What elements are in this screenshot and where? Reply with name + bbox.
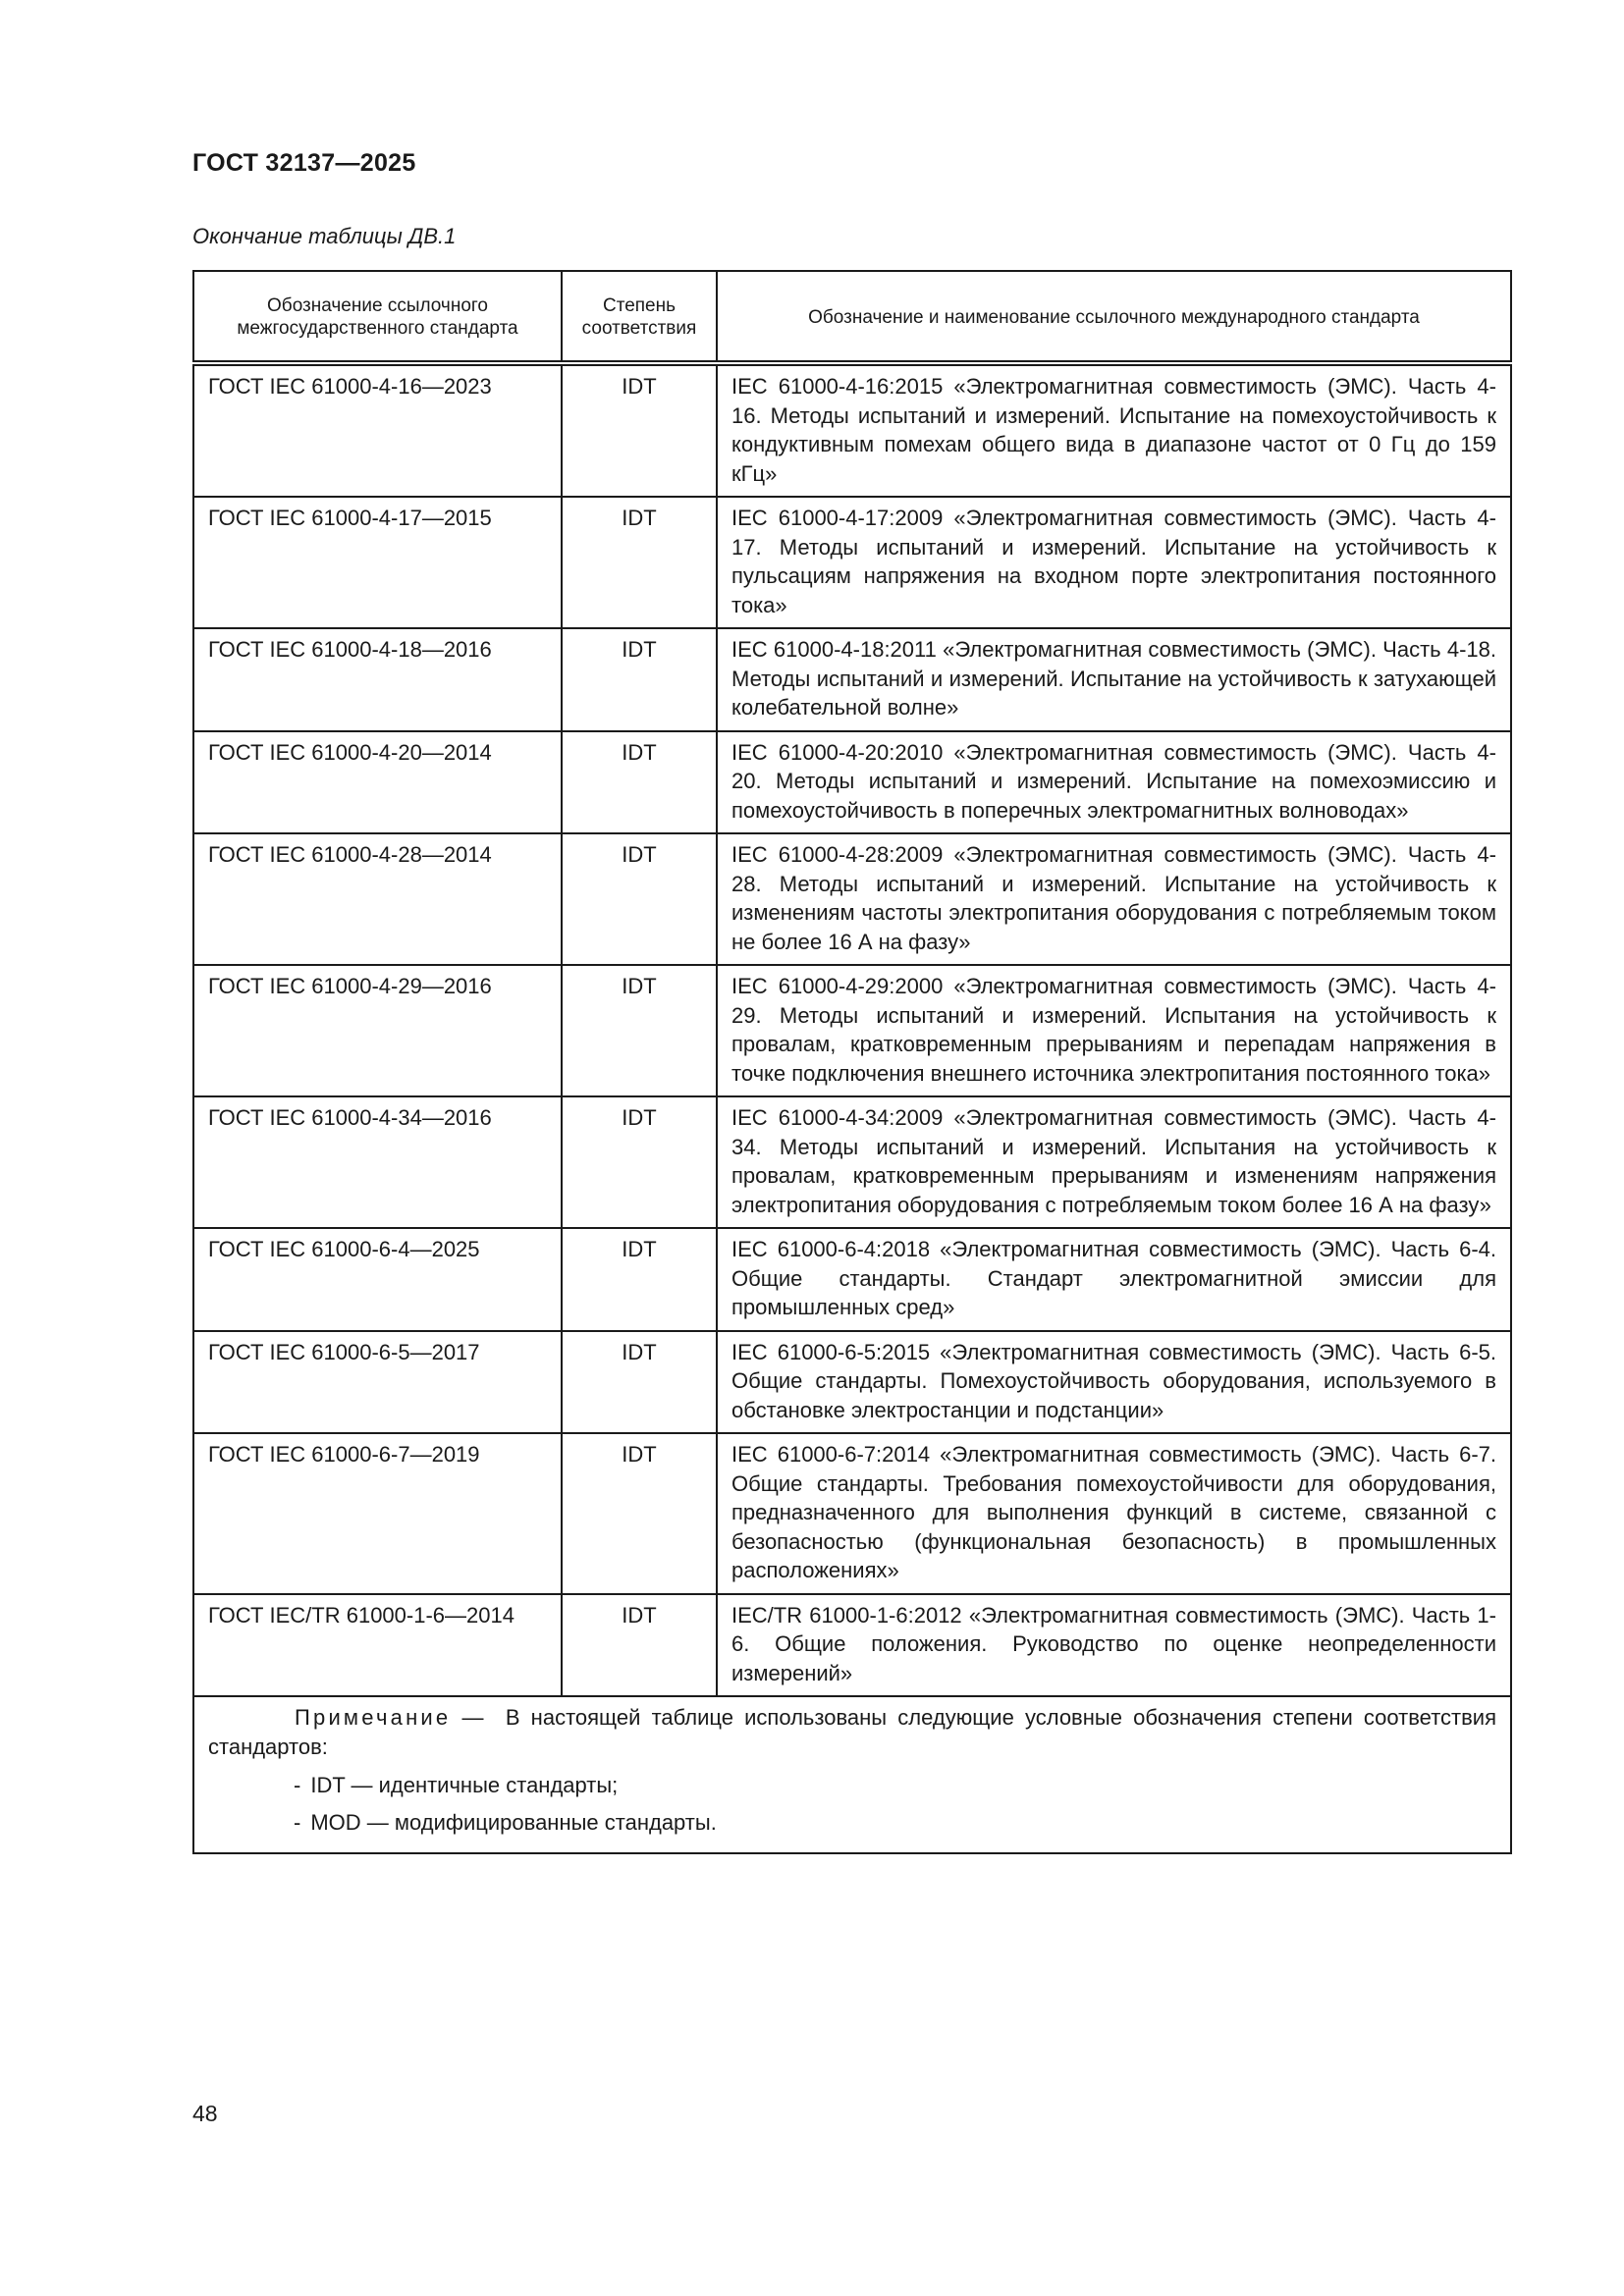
cell-international-standard: IEC 61000-6-5:2015 «Электромагнитная совместимость (ЭМС). Часть 6-5. Общие стандарты. Помехоустойчивость оборудования, используемого в обстановке электростанции и подстанции» [717,1331,1511,1434]
cell-gost-designation: ГОСТ IEC 61000-4-28—2014 [193,833,562,965]
cell-conformity-degree: IDT [562,1594,717,1697]
cell-gost-designation: ГОСТ IEC 61000-4-16—2023 [193,363,562,497]
note-text: В настоящей таблице использованы следующие условные обозначения степени соответствия стандартов: [208,1705,1496,1759]
standards-table [192,270,1512,1854]
cell-international-standard: IEC/TR 61000-1-6:2012 «Электромагнитная совместимость (ЭМС). Часть 1-6. Общие положения. Руководство по оценке неопределенности измерений» [717,1594,1511,1697]
note-item-mod: - MOD — модифицированные стандарты. [294,1809,717,1835]
cell-conformity-degree: IDT [562,497,717,628]
note-item-idt: - IDT — идентичные стандарты; [294,1773,619,1797]
cell-gost-designation: ГОСТ IEC 61000-6-5—2017 [193,1331,562,1434]
cell-conformity-degree: IDT [562,363,717,497]
cell-international-standard: IEC 61000-4-29:2000 «Электромагнитная совместимость (ЭМС). Часть 4-29. Методы испытаний и измерений. Испытания на устойчивость к провалам, кратковременным прерываниям и перепадам напряжения в точке подключения внешнего источника электропитания постоянного тока» [717,965,1511,1096]
cell-gost-designation: ГОСТ IEC 61000-6-4—2025 [193,1228,562,1331]
cell-gost-designation: ГОСТ IEC 61000-6-7—2019 [193,1433,562,1594]
cell-international-standard: IEC 61000-4-16:2015 «Электромагнитная совместимость (ЭМС). Часть 4-16. Методы испытаний и измерений. Испытание на помехоустойчивость к кондуктивным помехам общего вида в диапазоне частот от 0 Гц до 159 кГц» [717,363,1511,497]
cell-international-standard: IEC 61000-6-4:2018 «Электромагнитная совместимость (ЭМС). Часть 6-4. Общие стандарты. Стандарт электромагнитной эмиссии для промышленных сред» [717,1228,1511,1331]
cell-gost-designation: ГОСТ IEC 61000-4-29—2016 [193,965,562,1096]
cell-conformity-degree: IDT [562,1331,717,1434]
cell-gost-designation: ГОСТ IEC 61000-4-34—2016 [193,1096,562,1228]
cell-gost-designation: ГОСТ IEC 61000-4-17—2015 [193,497,562,628]
cell-conformity-degree: IDT [562,965,717,1096]
table-row [193,965,1511,1096]
column-header-degree: Степень соответствия [562,271,717,363]
column-header-gost: Обозначение ссылочного межгосударственного стандарта [193,271,562,363]
note-row [193,1696,1511,1853]
table-header-row [193,271,1511,363]
cell-gost-designation: ГОСТ IEC 61000-4-20—2014 [193,731,562,834]
cell-international-standard: IEC 61000-4-28:2009 «Электромагнитная совместимость (ЭМС). Часть 4-28. Методы испытаний и измерений. Испытание на устойчивость к изменениям частоты электропитания оборудования с потребляемым током не более 16 А на фазу» [717,833,1511,965]
table-row [193,1331,1511,1434]
column-header-international: Обозначение и наименование ссылочного международного стандарта [717,271,1511,363]
table-row [193,1096,1511,1228]
table-row [193,1433,1511,1594]
document-title: ГОСТ 32137—2025 [192,149,416,177]
note-cell [193,1696,1511,1853]
table-row [193,731,1511,834]
cell-conformity-degree: IDT [562,731,717,834]
cell-international-standard: IEC 61000-4-17:2009 «Электромагнитная совместимость (ЭМС). Часть 4-17. Методы испытаний и измерений. Испытание на устойчивость к пульсациям напряжения на входном порте электропитания постоянного тока» [717,497,1511,628]
cell-conformity-degree: IDT [562,833,717,965]
cell-international-standard: IEC 61000-4-34:2009 «Электромагнитная совместимость (ЭМС). Часть 4-34. Методы испытаний и измерений. Испытания на устойчивость к провалам, кратковременным прерываниям и изменениям напряжения электропитания оборудования с потребляемым током более 16 А на фазу» [717,1096,1511,1228]
cell-conformity-degree: IDT [562,1228,717,1331]
note-paragraph [208,1703,1496,1761]
cell-conformity-degree: IDT [562,628,717,731]
table-caption: Окончание таблицы ДВ.1 [192,224,457,248]
cell-international-standard: IEC 61000-6-7:2014 «Электромагнитная совместимость (ЭМС). Часть 6-7. Общие стандарты. Требования помехоустойчивости для оборудования, предназначенного для выполнения функций в системе, связанной с безопасностью (функциональная безопасность) в промышленных расположениях» [717,1433,1511,1594]
table-row [193,628,1511,731]
cell-gost-designation: ГОСТ IEC 61000-4-18—2016 [193,628,562,731]
note-dash: — [461,1705,484,1730]
page-number: 48 [192,2101,218,2126]
table-row [193,497,1511,628]
note-label: Примечание [295,1705,452,1730]
cell-international-standard: IEC 61000-4-18:2011 «Электромагнитная совместимость (ЭМС). Часть 4-18. Методы испытаний и измерений. Испытание на устойчивость к затухающей колебательной волне» [717,628,1511,731]
cell-international-standard: IEC 61000-4-20:2010 «Электромагнитная совместимость (ЭМС). Часть 4-20. Методы испытаний и измерений. Испытание на помехоэмиссию и помехоустойчивость в поперечных электромагнитных волноводах» [717,731,1511,834]
table-row [193,363,1511,497]
cell-gost-designation: ГОСТ IEC/TR 61000-1-6—2014 [193,1594,562,1697]
table-body [193,363,1511,1696]
table-row [193,1594,1511,1697]
table-row [193,1228,1511,1331]
cell-conformity-degree: IDT [562,1433,717,1594]
cell-conformity-degree: IDT [562,1096,717,1228]
table-row [193,833,1511,965]
